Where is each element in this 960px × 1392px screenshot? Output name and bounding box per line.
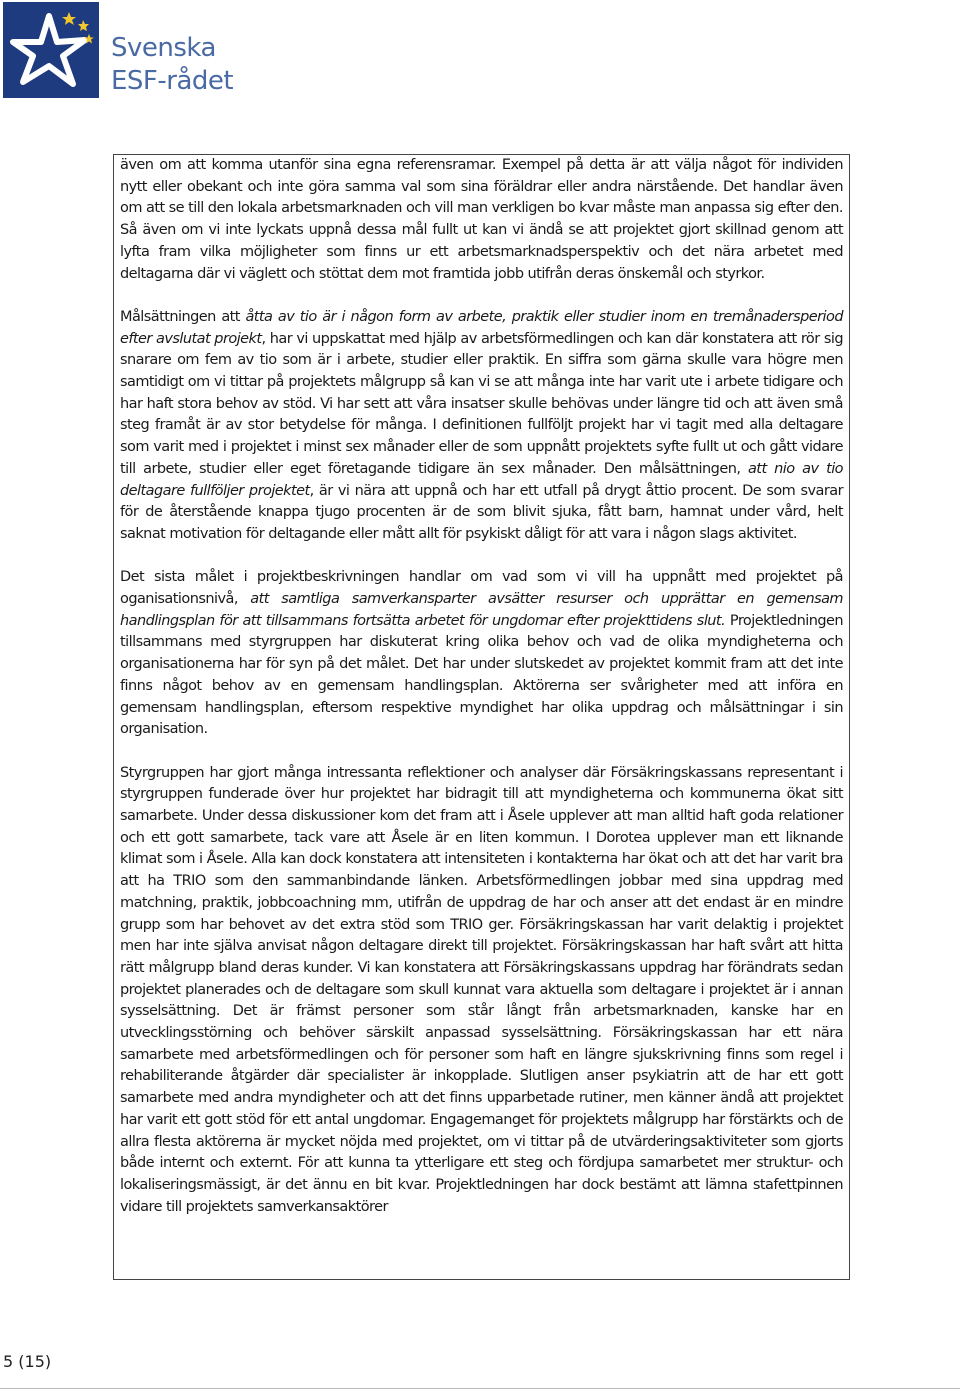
paragraph — [120, 307, 843, 546]
paragraph — [120, 763, 843, 1219]
text-run: Projektledningen tillsammans med styrgruppen har diskuterat kring olika behov och vad de olika myndigheterna och organisationerna har för syn på det målet. Det har under slutskedet av projektet kommit fram att det inte finns något behov av en gemensam handlingsplan. Aktörerna ser svårigheter med att införa en gemensam handlingsplan, eftersom respektive myndighet har olika uppdrag och målsättningar i sin organisation. — [120, 612, 844, 738]
star-icon — [3, 2, 99, 98]
paragraph — [120, 567, 843, 741]
page-number: 5 (15) — [3, 1352, 52, 1371]
italic-run: att samtliga samverkansparter avsätter resurser och upprättar en gemensam handlingsplan för att tillsammans fortsätta arbetet för ungdomar efter projekttidens slut. — [120, 591, 843, 629]
text-run: Det sista målet i projektbeskrivningen handlar om vad som vi vill ha uppnått med projektet på oganisationsnivå, — [120, 569, 843, 608]
logo-line-2: ESF-rådet — [111, 66, 234, 96]
esf-logo — [3, 2, 243, 100]
logo-wordmark — [111, 32, 233, 98]
text-run: , är vi nära att uppnå och har ett utfall på drygt åttio procent. De som svarar för de återstående knappa tjugo procenten är de som blivit sjuka, fått barn, hamnat under vård, helt saknat motivation för deltagande eller mått allt för psykiskt dåligt för att vara i någon slags aktivitet. — [120, 482, 843, 542]
text-frame — [113, 154, 850, 1280]
logo-line-1: Svenska — [111, 33, 216, 63]
text-run: , har vi uppskattat med hjälp av arbetsförmedlingen och kan där konstatera att rör sig snarare om fem av tio som är i arbete, studier eller praktik. En siffra som gärna skulle vara högre men samtidigt om vi tittar på projektets målgrupp så kan vi se att många inte har varit ute i arbete tidigare och har haft stora behov av stöd. Vi har sett att våra insatser skulle behövas under längre tid och att även små steg framåt är av stor betydelse för många. I definitionen fullföljt projekt har vi tagit med alla deltagare som varit med i projektet i minst sex månader eller de som uppnått projektets syfte fullt ut och gått vidare till arbete, studier eller eget företagande tidigare än sex månader. Den målsättningen, — [120, 330, 843, 477]
italic-run: att nio av tio deltagare fullföljer projektet — [120, 460, 844, 499]
paragraph — [120, 155, 843, 285]
text-run: även om att komma utanför sina egna referensramar. Exempel på detta är att välja något för individen nytt eller obekant och inte göra samma val som sina föräldrar eller andra närstående. Det handlar även om att se till den lokala arbetsmarknaden och vill man verkligen bo kvar måste man anpassa sig efter den. Så även om vi inte lyckats uppnå dessa mål fullt ut kan vi ändå se att projektet gjort skillnad genom att lyfta fram vilka möjligheter som finns ur ett arbetsmarknadsperspektiv och det nära arbetet med deltagarna där vi väglett och stöttat dem mot framtida jobb utifrån deras önskemål och styrkor. — [120, 157, 843, 282]
footer-rule — [0, 1388, 960, 1389]
logo-emblem — [3, 2, 99, 98]
italic-run: åtta av tio är i någon form av arbete, praktik eller studier inom en tremånadersperiod efter avslutat projekt — [120, 308, 843, 347]
text-run: Styrgruppen har gjort många intressanta reflektioner och analyser där Försäkringskassans representant i styrgruppen funderade över hur projektet har bidragit till att myndigheterna och kommunerna ökat sitt samarbete. Under dessa diskussioner kom det fram att i Åsele upplever att man alltid haft goda relationer och ett gott samarbete, tack vare att Åsele är en liten kommun. I Dorotea upplever man ett liknande klimat som i Åsele. Alla kan dock konstatera att intensiteten i kontakterna har ökat och att det har varit bra att ha TRIO som den sammanbindande länken. Arbetsförmedlingen jobbar med sina uppdrag med matchning, praktik, jobbcoachning mm, utifrån de uppdrag de har och anser att det endast är en mindre grupp som har behovet av det extra stöd som TRIO ger. Försäkringskassan har varit delaktig i projektet men har inte själva anvisat någon deltagare direkt till projektet. Försäkringskassan har haft svårt att hitta rätt målgrupp bland deras kunder. Vi kan konstatera att Försäkringskassans uppdrag har förändrats sedan projektet planerades och de deltagare som skull kunnat vara aktuella som deltagare i projektet är i annan sysselsättning. Det är främst personer som står långt från arbetsmarknaden, kanske har en utvecklingsstörning och behöver särskilt anpassad sysselsättning. Försäkringskassan har ett nära samarbete med arbetsförmedlingen och för personer som haft en längre sjukskrivning finns som regel i rehabiliterande åtgärder där specialister är inkopplade. Slutligen anser psykiatrin att de har ett gott samarbete med andra myndigheter och att det finns upparbetade rutiner, men känner ändå att projektet har varit ett gott stöd för ett antal ungdomar. Engagemanget för projektets målgrupp har förstärkts och de allra flesta aktörerna är mycket nöjda med projektet, om vi tittar på de utvärderingsaktiviteter som gjorts både internt och externt. För att kunna ta ytterligare ett steg och fördjupa samarbetet mer struktur- och lokaliseringsmässigt, är det ännu en bit kvar. Projektledningen har dock bestämt att lämna stafettpinnen vidare till projektets samverkansaktörer — [120, 764, 843, 1215]
text-run: Målsättningen att — [120, 308, 246, 325]
